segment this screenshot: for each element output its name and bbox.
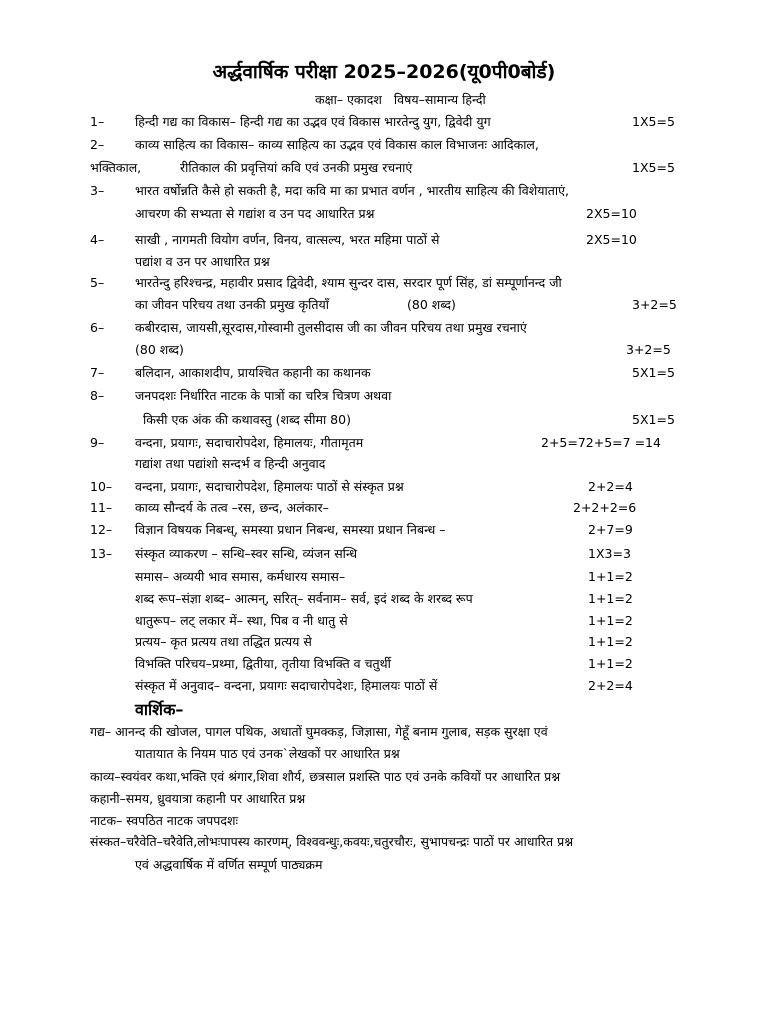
item-text: भक्तिकाल, bbox=[90, 160, 142, 175]
item-text: रीतिकाल की प्रवृत्तियां कवि एवं उनकी प्रमुख रचनाएं bbox=[180, 160, 413, 175]
item-text: वन्दना, प्रयागः, सदाचारोपदेश, हिमालयः पाठों से संस्कृत प्रश्न bbox=[135, 479, 404, 494]
page-title: अर्द्धवार्षिक परीक्षा 2025–2026(यू0पी0बोर्ड) bbox=[212, 61, 556, 83]
item-number: 10– bbox=[90, 479, 113, 494]
grammar-subitem-text: शब्द रूप–संज्ञा शब्द– आत्मन्, सरित्– सर्वनाम– सर्व, इदं शब्द के शरब्द रूप bbox=[135, 591, 473, 606]
item-number: 3– bbox=[90, 183, 105, 198]
grammar-subitem-marks: 1+1=2 bbox=[588, 613, 633, 628]
item-text: (80 शब्द) bbox=[407, 297, 456, 312]
grammar-subitem-text: विभक्ति परिचय–प्रथ्मा, द्वितीया, तृतीया विभक्ति व चतुर्थी bbox=[135, 656, 391, 671]
grammar-subitem-text: समास– अव्ययी भाव समास, कर्मधारय समास– bbox=[135, 569, 346, 584]
item-text: विज्ञान विषयक निबन्ध्, समस्या प्रधान निबन्ध, समस्या प्रधान निबन्ध – bbox=[135, 522, 446, 537]
annual-line: नाटक– स्वपठित नाटक जपपदशः bbox=[90, 813, 238, 828]
item-number: 4– bbox=[90, 232, 105, 247]
item-marks: 1X5=5 bbox=[632, 160, 675, 175]
item-text: काव्य सौन्दर्य के तत्व –रस, छन्द, अलंकार– bbox=[135, 500, 329, 515]
grammar-subitem-marks: 2+2=4 bbox=[588, 678, 633, 693]
item-marks: 2+7=9 bbox=[588, 522, 633, 537]
item-text: भारतेन्दु हरिश्चन्द्र, महावीर प्रसाद द्विवेदी, श्याम सुन्दर दास, सरदार पूर्ण सिंह, डां सम्पूर्णानन्द जी bbox=[135, 275, 562, 290]
annual-line: कहानी–समय, ध्रुवयात्रा कहानी पर आधारित प्रश्न bbox=[90, 791, 306, 806]
grammar-subitem-text: प्रत्यय– कृत प्रत्यय तथा तद्धित प्रत्यय से bbox=[135, 634, 312, 649]
item-number: 8– bbox=[90, 388, 105, 403]
item-text: संस्कृत व्याकरण – सन्धि–स्वर सन्धि, व्यंजन सन्धि bbox=[135, 546, 358, 561]
annual-line: संस्कत–चरैवेति–चरैवेति,लोभःपापस्य कारणम्, विश्ववन्धुः,कवयः,चतुरचौरः, सुभापचन्द्रः पाठों पर आधारित प्रश्न bbox=[90, 834, 574, 849]
item-marks: 1X5=5 bbox=[632, 114, 675, 129]
grammar-subitem-text: संस्कृत में अनुवाद– वन्दना, प्रयागः सदाचारोपदेशः, हिमालयः पाठों सें bbox=[135, 678, 438, 693]
item-text: गद्यांश तथा पद्यांशो सन्दर्भ व हिन्दी अनुवाद bbox=[135, 456, 326, 471]
item-text: किसी एक अंक की कथावस्तु (शब्द सीमा 80) bbox=[143, 412, 351, 427]
item-marks: 2X5=10 bbox=[586, 206, 637, 221]
annual-line: यातायात के नियम पाठ एवं उनक`लेखकों पर आधारित प्रश्न bbox=[135, 746, 400, 761]
annual-heading: वार्शिक– bbox=[135, 700, 184, 719]
item-number: 5– bbox=[90, 275, 105, 290]
item-text: पद्यांश व उन पर आधारित प्रश्न bbox=[135, 254, 270, 269]
grammar-subitem-marks: 1+1=2 bbox=[588, 569, 633, 584]
class-label: कक्षा– एकादश bbox=[315, 92, 382, 107]
item-text: आचरण की सभ्यता से गद्यांश व उन पद आधारित प्रश्न bbox=[135, 206, 375, 221]
subject-label: विषय–सामान्य हिन्दी bbox=[393, 92, 486, 107]
item-number: 12– bbox=[90, 522, 113, 537]
item-text: का जीवन परिचय तथा उनकी प्रमुख कृतियाँ bbox=[135, 297, 329, 312]
item-marks: 5X1=5 bbox=[632, 365, 675, 380]
item-number: 9– bbox=[90, 435, 105, 450]
item-number: 2– bbox=[90, 137, 105, 152]
item-marks: 2+5=72+5=7 =14 bbox=[541, 435, 661, 450]
annual-line: काव्य–स्वयंवर कथा,भक्ति एवं श्रंगार,शिवा शौर्य, छत्रसाल प्रशस्ति पाठ एवं उनके कवियों पर आधारित प्रश्न bbox=[90, 769, 561, 784]
item-number: 13– bbox=[90, 546, 113, 561]
item-text: जनपदशः निर्धारित नाटक के पात्रों का चरित्र चित्रण अथवा bbox=[135, 388, 392, 403]
grammar-subitem-text: धातुरूप– लट् लकार में– स्था, पिब व नी धातु से bbox=[135, 613, 348, 628]
item-marks: 3+2=5 bbox=[632, 297, 677, 312]
item-number: 1– bbox=[90, 114, 105, 129]
item-text: बलिदान, आकाशदीप, प्रायश्चित कहानी का कथानक bbox=[135, 365, 371, 380]
item-text: वन्दना, प्रयागः, सदाचारोपदेश, हिमालयः, गीतामृतम bbox=[135, 435, 364, 450]
item-number: 11– bbox=[90, 500, 113, 515]
item-marks: 2X5=10 bbox=[586, 232, 637, 247]
annual-line: एवं अद्धवार्षिक में वर्णित सम्पूर्ण पाठ्यक्रम bbox=[135, 857, 323, 872]
annual-line: गद्य– आनन्द की खोजल, पागल पथिक, अधातों घुमक्कड़, जिज्ञासा, गेहूँ बनाम गुलाब, सड़क सुरक्षा एवं bbox=[90, 724, 548, 739]
item-text: हिन्दी गद्य का विकास– हिन्दी गद्य का उद्भव एवं विकास भारतेन्दु युग, द्विवेदी युग bbox=[135, 114, 491, 129]
item-text: भारत वर्षोन्नति कैसे हो सकती है, मदा कवि मा का प्रभात वर्णन , भारतीय साहित्य की विशेयाताएं, bbox=[135, 183, 569, 198]
item-number: 6– bbox=[90, 320, 105, 335]
item-marks: 5X1=5 bbox=[632, 412, 675, 427]
item-text: साखी , नागमती वियोग वर्णन, विनय, वात्सल्य, भरत महिमा पाठों से bbox=[135, 232, 440, 247]
item-text: (80 शब्द) bbox=[135, 342, 184, 357]
item-marks: 1X3=3 bbox=[588, 546, 631, 561]
item-marks: 3+2=5 bbox=[626, 342, 671, 357]
item-text: काव्य साहित्य का विकास– काव्य साहित्य का उद्भव एवं विकास काल विभाजनः आदिकाल, bbox=[135, 137, 539, 152]
class-subject-line bbox=[315, 91, 486, 108]
grammar-subitem-marks: 1+1=2 bbox=[588, 656, 633, 671]
item-marks: 2+2+2=6 bbox=[573, 500, 637, 515]
item-text: कबीरदास, जायसी,सूरदास,गोस्वामी तुलसीदास जी का जीवन परिचय तथा प्रमुख रचनाएं bbox=[135, 320, 527, 335]
grammar-subitem-marks: 1+1=2 bbox=[588, 634, 633, 649]
item-marks: 2+2=4 bbox=[588, 479, 633, 494]
item-number: 7– bbox=[90, 365, 105, 380]
grammar-subitem-marks: 1+1=2 bbox=[588, 591, 633, 606]
